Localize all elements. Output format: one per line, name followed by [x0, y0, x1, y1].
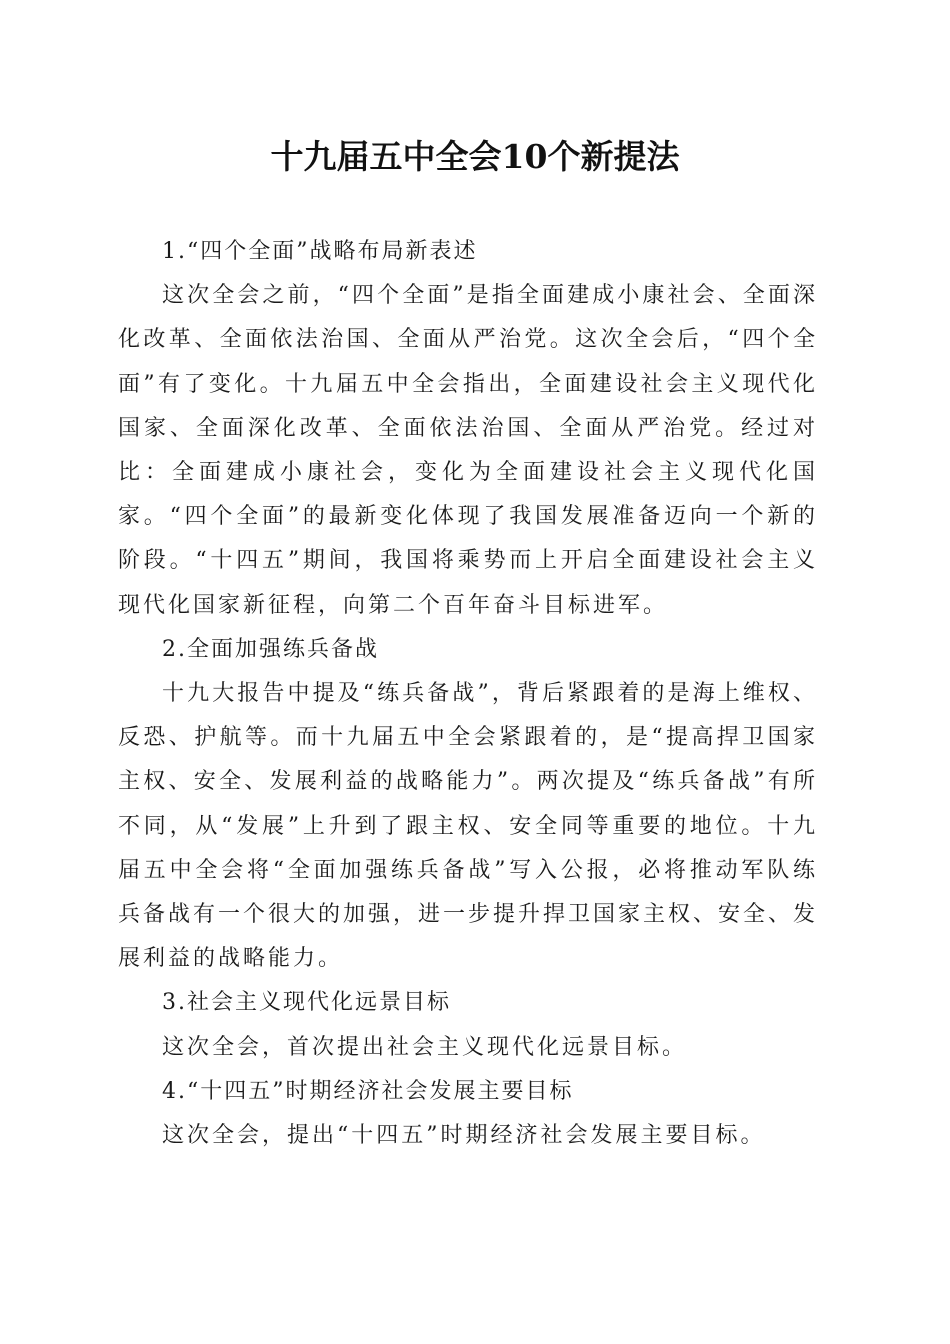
paragraph-1: 这次全会之前，“四个全面”是指全面建成小康社会、全面深化改革、全面依法治国、全面从严治党。这次全会后，“四个全面”有了变化。十九届五中全会指出，全面建设社会主义现代化国家、全面深化改革、全面依法治国、全面从严治党。经过对比：全面建成小康社会，变化为全面建设社会主义现代化国家。“四个全面”的最新变化体现了我国发展准备迈向一个新的阶段。“十四五”期间，我国将乘势而上开启全面建设社会主义现代化国家新征程，向第二个百年奋斗目标进军。	[118, 283, 818, 618]
section-heading-3: 3.社会主义现代化远景目标	[162, 990, 451, 1016]
section-heading-2: 2.全面加强练兵备战	[162, 636, 379, 662]
paragraph-2: 十九大报告中提及“练兵备战”，背后紧跟着的是海上维权、反恐、护航等。而十九届五中全会紧跟着的，是“提高捍卫国家主权、安全、发展利益的战略能力”。两次提及“练兵备战”有所不同，从“发展”上升到了跟主权、安全同等重要的地位。十九届五中全会将“全面加强练兵备战”写入公报，必将推动军队练兵备战有一个很大的加强，进一步提升捍卫国家主权、安全、发展利益的战略能力。	[118, 681, 819, 972]
paragraph-4: 这次全会，提出“十四五”时期经济社会发展主要目标。	[162, 1123, 766, 1149]
page-title: 十九届五中全会10个新提法	[270, 137, 680, 176]
section-heading-1: 1.“四个全面”战略布局新表述	[162, 239, 478, 264]
paragraph-3: 这次全会，首次提出社会主义现代化远景目标。	[162, 1034, 688, 1060]
section-heading-4: 4.“十四五”时期经济社会发展主要目标	[162, 1078, 574, 1104]
document-body	[118, 230, 818, 1158]
